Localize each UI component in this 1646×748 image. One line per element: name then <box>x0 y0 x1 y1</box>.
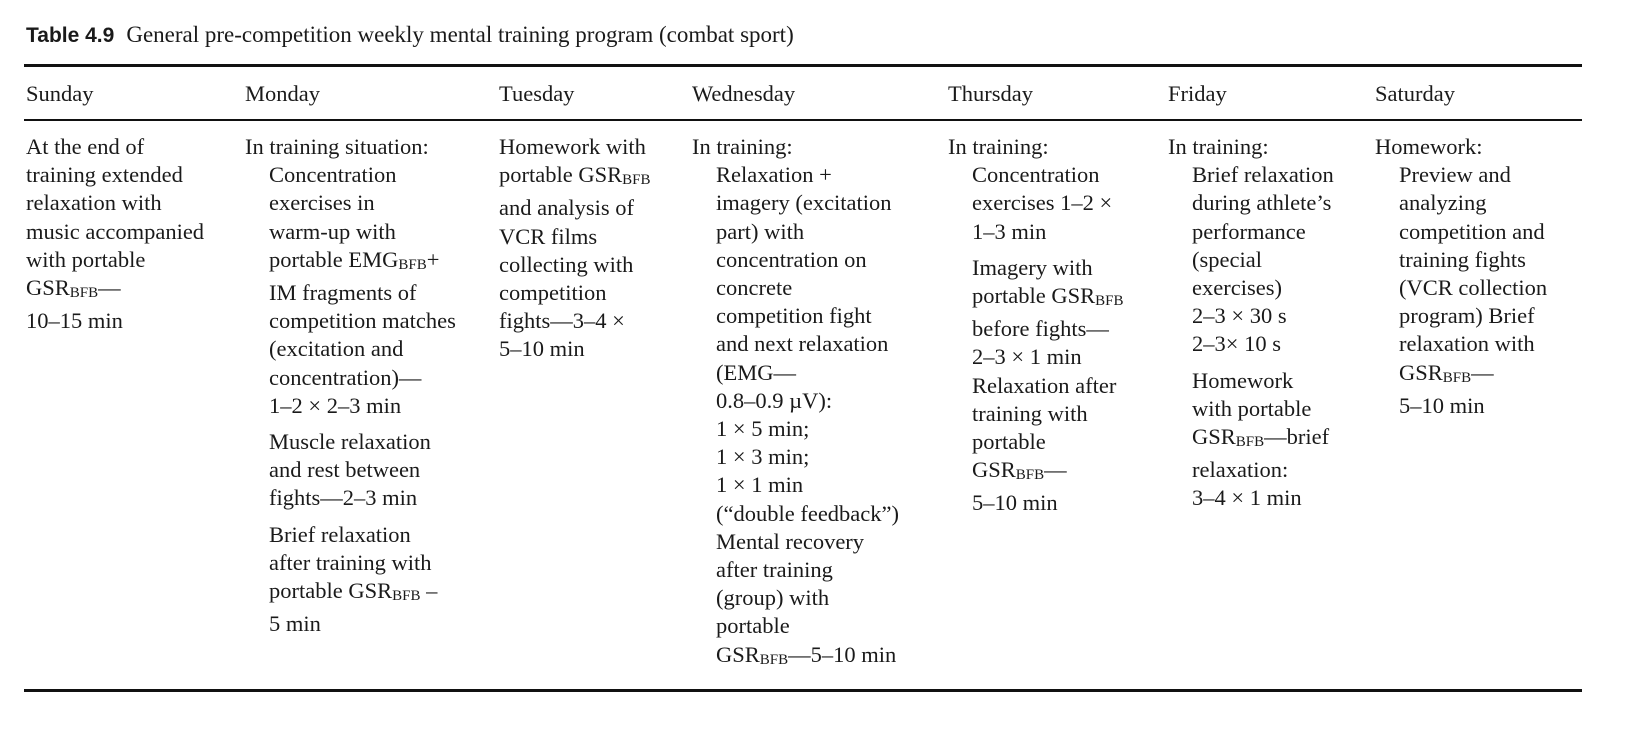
cell-line: collecting with <box>499 251 634 277</box>
cell-line: and rest between <box>269 457 421 483</box>
cell-line: 3–4 × 1 min <box>1192 485 1302 511</box>
top-rule <box>24 64 1582 67</box>
cell-line: 5 min <box>269 611 321 637</box>
cell-line: Relaxation after <box>972 372 1117 398</box>
header-thursday: Thursday <box>948 81 1033 106</box>
cell-line: 5–10 min <box>499 336 585 362</box>
cell-line: In training: <box>1168 134 1269 159</box>
cell-line: performance <box>1192 218 1306 244</box>
header-friday: Friday <box>1168 81 1227 106</box>
cell-line: 2–3 × 1 min <box>972 344 1082 370</box>
cell-line: GSRBFB—brief <box>1192 424 1330 451</box>
cell-line: analyzing <box>1399 190 1487 216</box>
cell-line: exercises 1–2 × <box>972 190 1113 216</box>
cell-line: concentration on <box>716 246 867 272</box>
cell-line: with portable <box>1192 395 1312 421</box>
cell-sunday <box>26 133 204 335</box>
cell-line: 5–10 min <box>1399 392 1485 418</box>
cell-tuesday <box>499 133 650 364</box>
cell-line: relaxation with <box>26 190 162 216</box>
cell-line: after training with <box>269 549 432 575</box>
cell-line: 2–3× 10 s <box>1192 331 1281 357</box>
cell-line: and analysis of <box>499 195 634 221</box>
cell-line: part) with <box>716 218 805 244</box>
cell-line: GSRBFB—5–10 min <box>716 641 897 668</box>
cell-line: 0.8–0.9 µV): <box>716 387 833 413</box>
cell-line: 1 × 1 min <box>716 472 804 498</box>
cell-line: (EMG— <box>716 359 796 385</box>
cell-line: and next relaxation <box>716 331 889 357</box>
cell-thursday <box>948 133 1123 518</box>
cell-line: training extended <box>26 162 183 188</box>
cell-wednesday <box>692 133 899 674</box>
cell-line: imagery (excitation <box>716 190 892 216</box>
header-monday: Monday <box>245 81 320 106</box>
cell-line: training fights <box>1399 246 1526 272</box>
cell-line: GSRBFB— <box>972 457 1067 484</box>
table-title: General pre-competition weekly mental training program (combat sport) <box>126 22 794 47</box>
cell-line: Homework <box>1192 367 1294 393</box>
cell-line: portable EMGBFB+ <box>269 246 440 273</box>
cell-line: 2–3 × 30 s <box>1192 303 1287 329</box>
cell-line: exercises in <box>269 190 375 216</box>
cell-line: relaxation with <box>1399 331 1535 357</box>
table-caption <box>26 22 794 48</box>
cell-line: fights—2–3 min <box>269 485 418 511</box>
cell-line: Muscle relaxation <box>269 429 431 455</box>
cell-line: concrete <box>716 275 793 301</box>
cell-line: portable <box>716 613 790 639</box>
cell-line: fights—3–4 × <box>499 308 625 334</box>
cell-line: Homework with <box>499 134 646 159</box>
table-label: Table 4.9 <box>26 24 115 47</box>
cell-line: Mental recovery <box>716 528 865 554</box>
cell-line: concentration)— <box>269 364 422 390</box>
cell-line: 1–3 min <box>972 218 1047 244</box>
cell-line: competition and <box>1399 218 1545 244</box>
cell-line: Concentration <box>269 162 397 188</box>
cell-line: 1–2 × 2–3 min <box>269 392 402 418</box>
cell-line: (VCR collection <box>1399 275 1548 301</box>
cell-line: Concentration <box>972 162 1100 188</box>
cell-friday <box>1168 133 1334 513</box>
cell-line: Homework: <box>1375 134 1483 159</box>
cell-line: (excitation and <box>269 336 404 362</box>
cell-line: portable GSRBFB – <box>269 578 438 605</box>
header-saturday: Saturday <box>1375 81 1455 106</box>
cell-line: In training situation: <box>245 134 429 159</box>
cell-line: Preview and <box>1399 162 1511 188</box>
header-wednesday: Wednesday <box>692 81 796 106</box>
cell-line: 1 × 3 min; <box>716 444 810 470</box>
header-tuesday: Tuesday <box>499 81 575 106</box>
cell-monday <box>245 133 456 638</box>
cell-line: exercises) <box>1192 275 1282 301</box>
bottom-rule <box>24 689 1582 692</box>
cell-line: with portable <box>26 246 146 272</box>
cell-line: music accompanied <box>26 218 205 244</box>
cell-line: program) Brief <box>1399 303 1535 329</box>
cell-line: portable <box>972 429 1046 455</box>
cell-line: (“double feedback”) <box>716 500 900 526</box>
cell-line: competition matches <box>269 308 456 334</box>
header-rule <box>24 119 1582 121</box>
cell-saturday <box>1375 133 1547 420</box>
cell-line: (group) with <box>716 585 830 611</box>
cell-line: Brief relaxation <box>269 521 411 547</box>
cell-line: VCR films <box>499 223 598 249</box>
cell-line: training with <box>972 400 1088 426</box>
cell-line: GSRBFB— <box>1399 359 1494 386</box>
cell-line: during athlete’s <box>1192 190 1332 216</box>
cell-line: portable GSRBFB <box>972 283 1124 310</box>
cell-line: In training: <box>948 134 1049 159</box>
header-sunday: Sunday <box>26 81 94 106</box>
cell-line: At the end of <box>26 134 145 159</box>
cell-line: 1 × 5 min; <box>716 416 810 442</box>
cell-line: 5–10 min <box>972 490 1058 516</box>
cell-line: 10–15 min <box>26 308 123 334</box>
cell-line: competition <box>499 280 607 306</box>
cell-line: relaxation: <box>1192 457 1289 483</box>
cell-line: GSRBFB— <box>26 275 121 302</box>
cell-line: Imagery with <box>972 254 1093 280</box>
cell-line: before fights— <box>972 316 1109 342</box>
cell-line: IM fragments of <box>269 280 417 306</box>
cell-line: Brief relaxation <box>1192 162 1334 188</box>
cell-line: In training: <box>692 134 793 159</box>
cell-line: (special <box>1192 246 1262 272</box>
cell-line: portable GSRBFB <box>499 162 651 189</box>
cell-line: after training <box>716 557 833 583</box>
cell-line: Relaxation + <box>716 162 832 188</box>
cell-line: warm-up with <box>269 218 396 244</box>
cell-line: competition fight <box>716 303 872 329</box>
